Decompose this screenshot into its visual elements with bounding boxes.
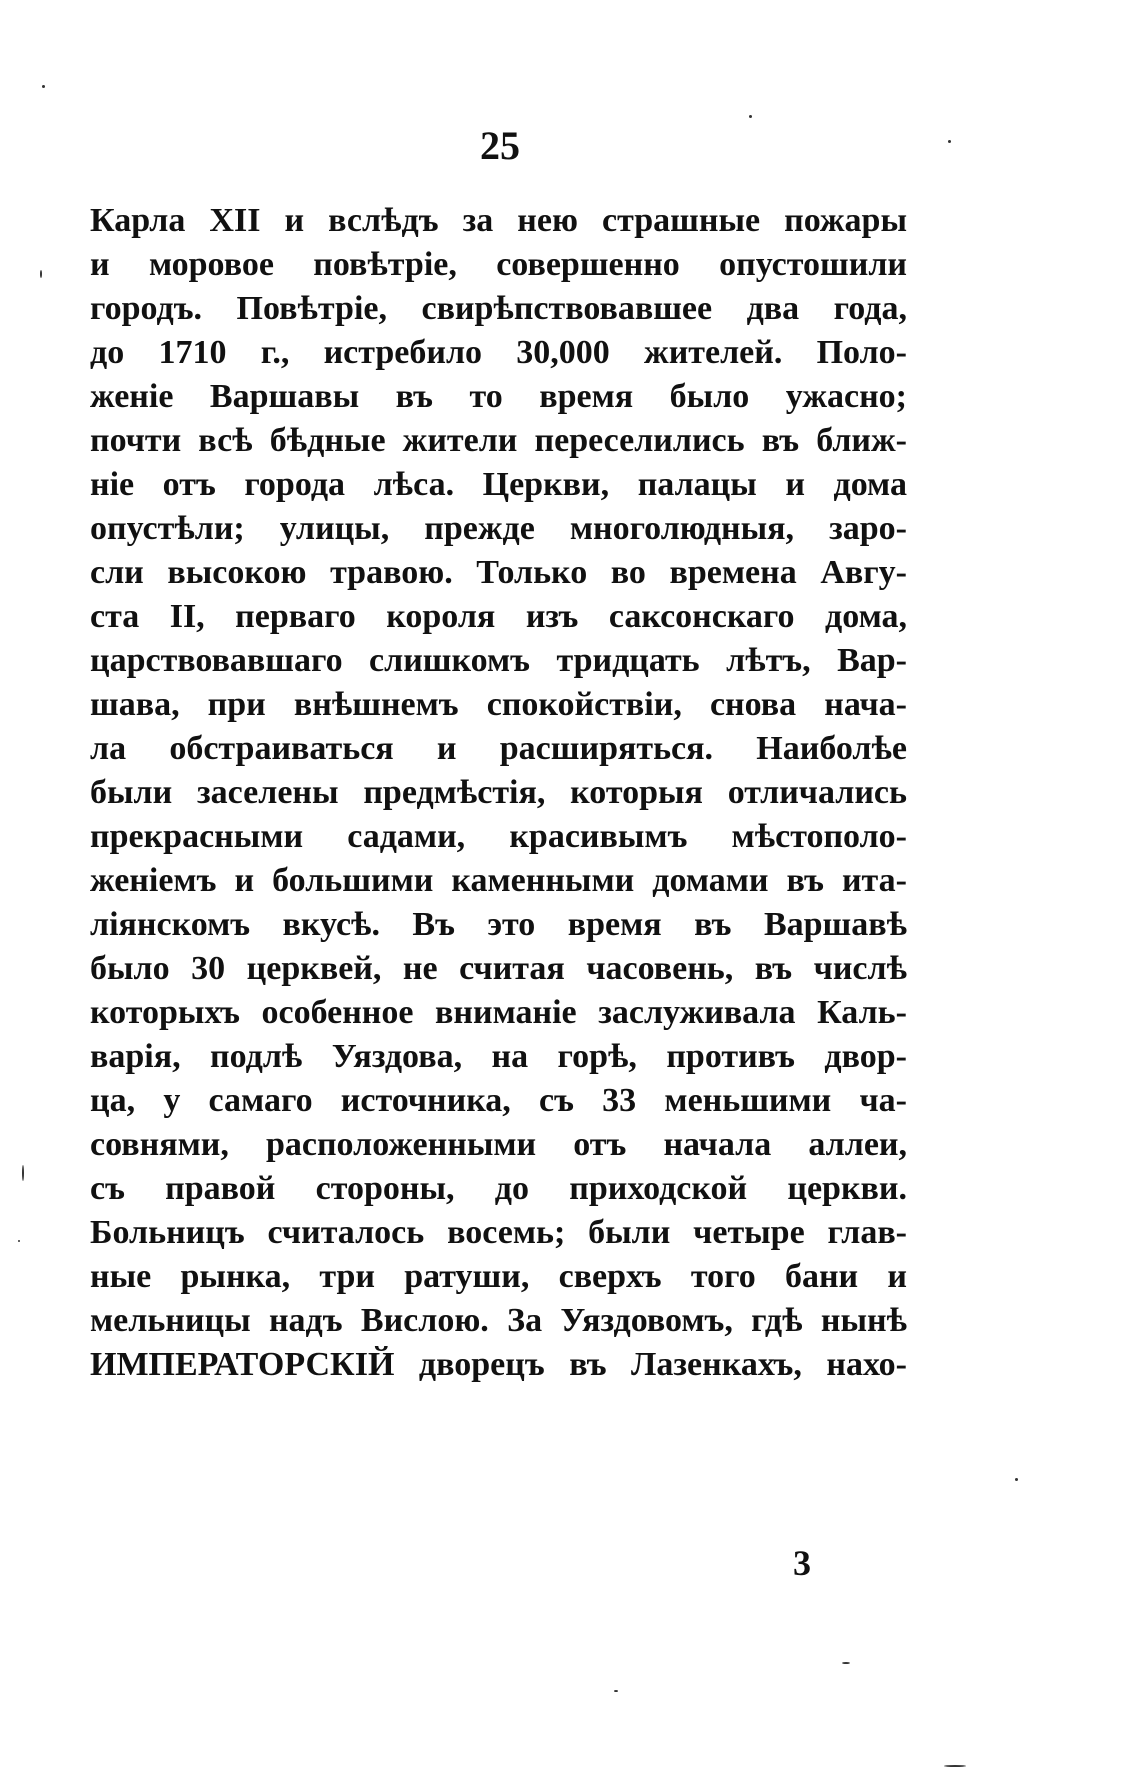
text-line: ла обстраиваться и расширяться. Наиболѣе	[90, 730, 907, 767]
text-line: мельницы надъ Вислою. За Уяздовомъ, гдѣ нынѣ	[90, 1302, 907, 1339]
text-line: было 30 церквей, не считая часовень, въ числѣ	[90, 950, 907, 987]
text-line: до 1710 г., истребило 30,000 жителей. Поло-	[90, 334, 907, 371]
scan-speck	[614, 1690, 618, 1692]
text-line: опустѣли; улицы, прежде многолюдныя, заро-	[90, 510, 907, 547]
scan-speck	[749, 115, 752, 118]
text-line: совнями, расположенными отъ начала аллеи,	[90, 1126, 907, 1163]
scan-speck	[1015, 1478, 1018, 1481]
text-line: почти всѣ бѣдные жители переселились въ ближ-	[90, 422, 907, 459]
text-line: которыхъ особенное вниманіе заслуживала Каль-	[90, 994, 907, 1031]
text-line: прекрасными садами, красивымъ мѣстополо-	[90, 818, 907, 855]
text-line: ИМПЕРАТОРСКІЙ дворецъ въ Лазенкахъ, нахо-	[90, 1346, 907, 1383]
scan-speck	[944, 1765, 966, 1767]
scan-speck	[42, 85, 45, 88]
scan-speck	[40, 270, 42, 278]
text-line: городъ. Повѣтріе, свирѣпствовавшее два года,	[90, 290, 907, 327]
text-line: ные рынка, три ратуши, сверхъ того бани и	[90, 1258, 907, 1295]
text-line: царствовавшаго слишкомъ тридцать лѣтъ, Вар-	[90, 642, 907, 679]
text-line: варія, подлѣ Уяздова, на горѣ, противъ двор-	[90, 1038, 907, 1075]
text-line: шава, при внѣшнемъ спокойствіи, снова нача-	[90, 686, 907, 723]
body-text	[90, 199, 907, 1387]
text-line: ца, у самаго источника, съ 33 меньшими ча-	[90, 1082, 907, 1119]
text-line: были заселены предмѣстія, которыя отличались	[90, 774, 907, 811]
scan-speck	[948, 140, 951, 143]
text-line: ліянскомъ вкусѣ. Въ это время въ Варшавѣ	[90, 906, 907, 943]
text-line: сли высокою травою. Только во времена Авгу-	[90, 554, 907, 591]
scan-speck	[22, 1165, 24, 1181]
text-line: и моровое повѣтріе, совершенно опустошили	[90, 246, 907, 283]
text-line: женіемъ и большими каменными домами въ ита-	[90, 862, 907, 899]
scan-speck	[842, 1662, 850, 1664]
text-line: Карла XII и вслѣдъ за нею страшные пожары	[90, 202, 907, 239]
page-number: 25	[480, 123, 520, 168]
text-line: ніе отъ города лѣса. Церкви, палацы и дома	[90, 466, 907, 503]
text-line: Больницъ считалось восемь; были четыре глав-	[90, 1214, 907, 1251]
text-line: съ правой стороны, до приходской церкви.	[90, 1170, 907, 1207]
text-line: женіе Варшавы въ то время было ужасно;	[90, 378, 907, 415]
signature-mark: 3	[793, 1543, 811, 1583]
scan-speck	[18, 1240, 20, 1242]
text-line: ста II, перваго короля изъ саксонскаго дома,	[90, 598, 907, 635]
